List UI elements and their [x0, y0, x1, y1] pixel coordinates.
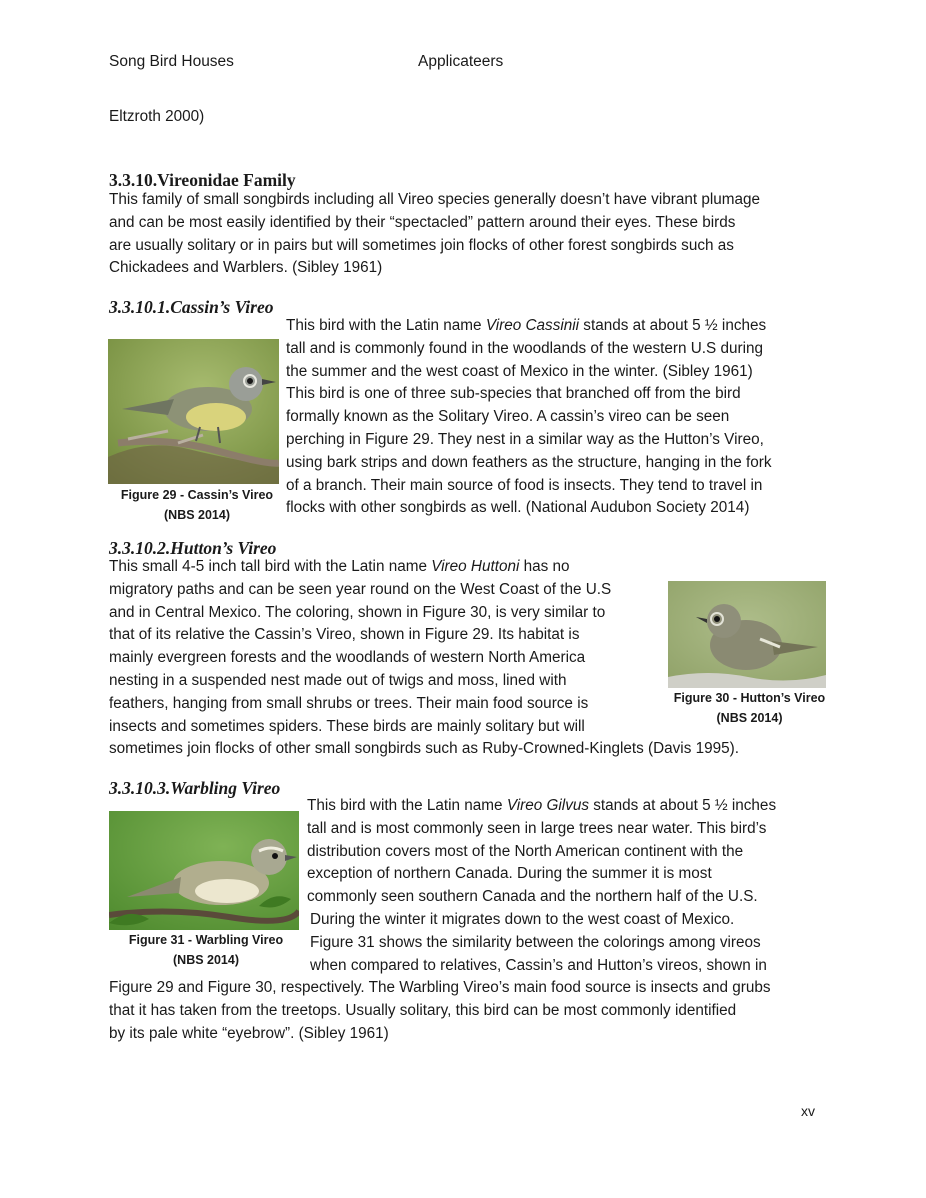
- text-line: [109, 556, 739, 579]
- text-line: Chickadees and Warblers. (Sibley 1961): [109, 259, 383, 277]
- text-line: Figure 29 and Figure 30, respectively. The Warbling Vireo’s main food source is insects and grubs: [109, 979, 771, 996]
- latin-name: Vireo Huttoni: [431, 558, 520, 575]
- warbling-heading: 3.3.10.3.Warbling Vireo: [109, 778, 281, 798]
- caption-line: (NBS 2014): [716, 711, 783, 725]
- huttons-paragraph: [109, 556, 739, 761]
- caption-line: Figure 31 - Warbling Vireo: [128, 933, 284, 947]
- caption-line: Figure 29 - Cassin’s Vireo: [120, 488, 274, 502]
- text-line: using bark strips and down feathers as the structure, hanging in the fork: [286, 453, 772, 471]
- caption-line: (NBS 2014): [173, 953, 239, 967]
- header-title: Song Bird Houses: [109, 53, 234, 70]
- text-span: This bird with the Latin name: [286, 317, 486, 334]
- text-line: tall and is commonly found in the woodlands of the western U.S during: [286, 339, 764, 357]
- text-span: has no: [519, 558, 570, 575]
- cassins-caption: [108, 485, 286, 525]
- text-line: migratory paths and can be seen year round on the West Coast of the U.S: [109, 580, 612, 598]
- text-line: by its pale white “eyebrow”. (Sibley 1961): [109, 1024, 389, 1042]
- cassins-vireo-photo: [108, 339, 279, 484]
- text-span: This small 4-5 inch tall bird with the Latin name: [109, 558, 432, 575]
- text-line: commonly seen southern Canada and the northern half of the U.S.: [307, 888, 758, 906]
- text-line: when compared to relatives, Cassin’s and Hutton’s vireos, shown in: [310, 956, 767, 974]
- text-line: the summer and the west coast of Mexico in the winter. (Sibley 1961): [286, 362, 753, 380]
- caption-line: (NBS 2014): [164, 508, 230, 522]
- text-line: sometimes join flocks of other small songbirds such as Ruby-Crowned-Kinglets (Davis 1995).: [109, 740, 739, 758]
- intro-fragment: Eltzroth 2000): [109, 108, 205, 125]
- text-line: flocks with other songbirds as well. (National Audubon Society 2014): [286, 499, 750, 517]
- text-line: tall and is most commonly seen in large trees near water. This bird’s: [307, 819, 767, 837]
- text-line: This bird is one of three sub-species that branched off from the bird: [286, 385, 741, 403]
- warbling-paragraph-top: [307, 795, 776, 977]
- latin-name: Vireo Cassinii: [485, 317, 580, 334]
- text-span: stands at about 5 ½ inches: [579, 317, 767, 334]
- text-line: [307, 795, 776, 818]
- text-line: distribution covers most of the North American continent with the: [307, 842, 744, 860]
- section-paragraph: [109, 189, 760, 280]
- warbling-vireo-photo: [109, 811, 299, 930]
- text-line: During the winter it migrates down to the west coast of Mexico.: [310, 910, 735, 928]
- text-line: formally known as the Solitary Vireo. A cassin’s vireo can be seen: [286, 408, 730, 426]
- text-line: perching in Figure 29. They nest in a similar way as the Hutton’s Vireo,: [286, 430, 764, 448]
- text-line: This family of small songbirds including all Vireo species generally doesn’t have vibrant plumage: [109, 191, 761, 208]
- cassins-heading: 3.3.10.1.Cassin’s Vireo: [109, 297, 274, 317]
- text-span: stands at about 5 ½ inches: [589, 797, 777, 814]
- text-line: and can be most easily identified by their “spectacled” pattern around their eyes. These birds: [109, 213, 736, 231]
- warbling-caption: [113, 930, 299, 970]
- text-line: are usually solitary or in pairs but will sometimes join flocks of other forest songbirds such as: [109, 236, 734, 254]
- warbling-paragraph-bottom: [109, 977, 771, 1045]
- header-team: Applicateers: [418, 53, 504, 70]
- text-span: This bird with the Latin name: [307, 797, 507, 814]
- text-line: that of its relative the Cassin’s Vireo, shown in Figure 29. Its habitat is: [109, 626, 580, 644]
- cassins-paragraph: [286, 315, 772, 520]
- text-line: mainly evergreen forests and the woodlands of western North America: [109, 649, 586, 667]
- latin-name: Vireo Gilvus: [506, 797, 589, 814]
- section-heading: 3.3.10.Vireonidae Family: [109, 170, 296, 190]
- huttons-caption: [664, 688, 835, 728]
- text-line: of a branch. Their main source of food is insects. They tend to travel in: [286, 476, 763, 494]
- caption-line: Figure 30 - Hutton’s Vireo: [673, 691, 826, 705]
- text-line: Figure 31 shows the similarity between the colorings among vireos: [310, 933, 761, 951]
- huttons-vireo-photo: [668, 581, 826, 688]
- text-line: [286, 315, 772, 338]
- text-line: feathers, hanging from small shrubs or trees. Their main food source is: [109, 694, 589, 712]
- page-number: xv: [801, 1103, 815, 1119]
- text-line: nesting in a suspended nest made out of twigs and moss, lined with: [109, 671, 567, 689]
- text-line: and in Central Mexico. The coloring, shown in Figure 30, is very similar to: [109, 603, 606, 621]
- text-line: that it has taken from the treetops. Usually solitary, this bird can be most commonly identified: [109, 1001, 737, 1019]
- text-line: insects and sometimes spiders. These birds are mainly solitary but will: [109, 717, 585, 735]
- text-line: exception of northern Canada. During the summer it is most: [307, 865, 712, 883]
- huttons-heading: 3.3.10.2.Hutton’s Vireo: [109, 538, 277, 558]
